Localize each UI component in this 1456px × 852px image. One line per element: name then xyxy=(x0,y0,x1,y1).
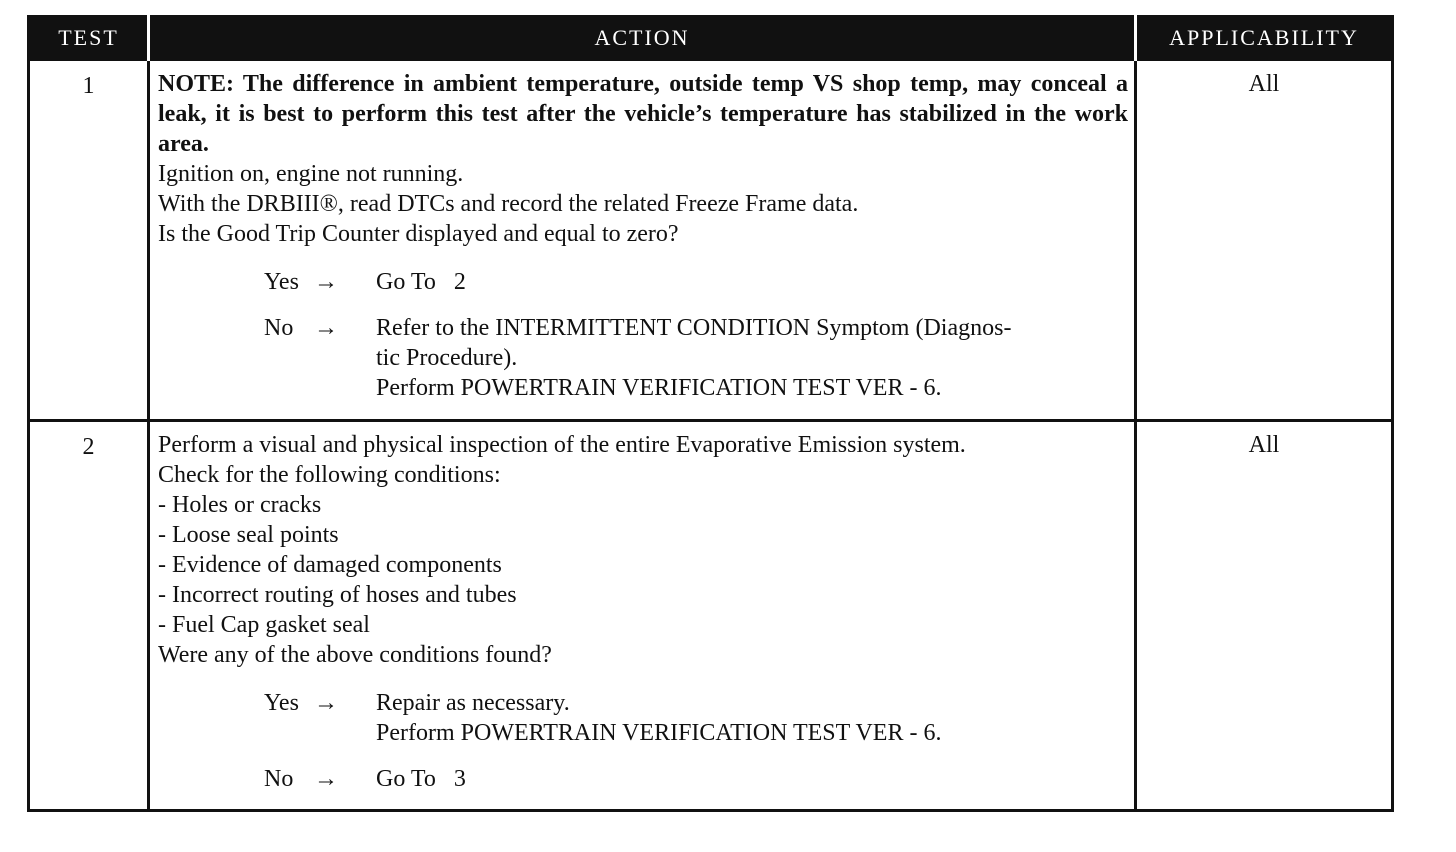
arrow-right-icon: → xyxy=(314,269,338,295)
note-text: NOTE: The difference in ambient temperature, outside temp VS shop temp, may conceal a leak, it is best to perform this test after the vehicle’s temperature has stabilized in the work area. xyxy=(158,71,1128,157)
action-line: - Fuel Cap gasket seal xyxy=(158,612,370,638)
arrow-right-icon: → xyxy=(314,690,338,716)
arrow-right-icon: → xyxy=(314,315,338,341)
action-line: - Incorrect routing of hoses and tubes xyxy=(158,582,517,608)
applicability-value: All xyxy=(1136,60,1393,421)
no-label: No xyxy=(264,766,294,792)
action-line: Check for the following conditions: xyxy=(158,462,501,488)
yes-branch xyxy=(264,688,1128,748)
yes-result: Perform POWERTRAIN VERIFICATION TEST VER - 6. xyxy=(376,720,942,746)
no-result: Refer to the INTERMITTENT CONDITION Symptom (Diagnos- xyxy=(376,315,1012,341)
yes-result: Go To 2 xyxy=(376,269,466,295)
diagnostic-test-table xyxy=(27,15,1394,812)
arrow-right-icon: → xyxy=(314,766,338,792)
test-number: 1 xyxy=(29,60,149,421)
table-row xyxy=(29,421,1393,811)
action-cell xyxy=(149,60,1136,421)
yes-branch xyxy=(264,267,1128,297)
action-line: Ignition on, engine not running. xyxy=(158,161,464,187)
action-line: With the DRBIII®, read DTCs and record the related Freeze Frame data. xyxy=(158,191,859,217)
action-line: Is the Good Trip Counter displayed and equal to zero? xyxy=(158,221,679,247)
no-branch xyxy=(264,313,1128,403)
table-row xyxy=(29,60,1393,421)
applicability-value: All xyxy=(1136,421,1393,811)
action-line: Perform a visual and physical inspection of the entire Evaporative Emission system. xyxy=(158,432,966,458)
yes-label: Yes xyxy=(264,269,299,295)
no-result: tic Procedure). xyxy=(376,345,518,371)
header-test: TEST xyxy=(29,17,149,60)
action-line: Were any of the above conditions found? xyxy=(158,642,552,668)
no-branch xyxy=(264,764,1128,794)
header-action: ACTION xyxy=(149,17,1136,60)
yes-label: Yes xyxy=(264,690,299,716)
action-line: - Holes or cracks xyxy=(158,492,322,518)
action-line: - Loose seal points xyxy=(158,522,339,548)
test-number: 2 xyxy=(29,421,149,811)
header-applicability: APPLICABILITY xyxy=(1136,17,1393,60)
action-line: - Evidence of damaged components xyxy=(158,552,502,578)
yes-result: Repair as necessary. xyxy=(376,690,570,716)
table-header-row xyxy=(29,17,1393,60)
no-result: Perform POWERTRAIN VERIFICATION TEST VER - 6. xyxy=(376,375,942,401)
no-result: Go To 3 xyxy=(376,766,466,792)
no-label: No xyxy=(264,315,294,341)
action-cell xyxy=(149,421,1136,811)
